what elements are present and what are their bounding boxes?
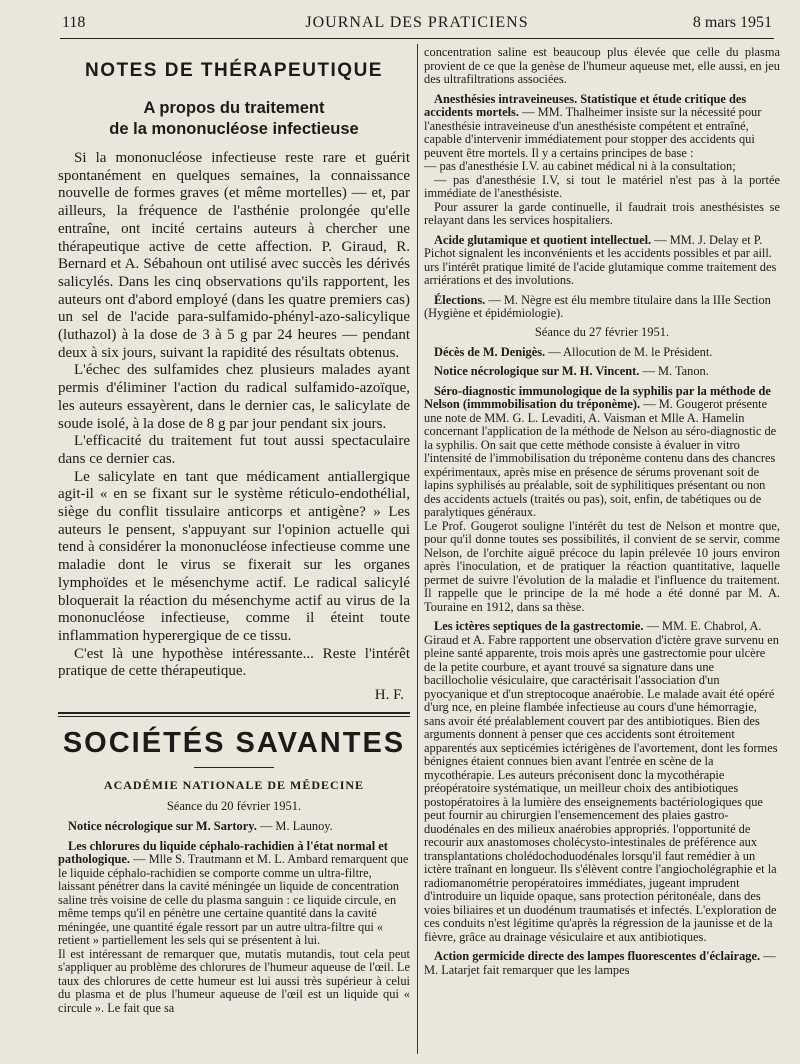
journal-title: JOURNAL DES PRATICIENS	[305, 14, 529, 31]
column-divider	[417, 44, 418, 1054]
report-heading: Anesthésies intraveineuses. Statistique et étude critique des accidents mortels.	[424, 91, 747, 119]
issue-date: 8 mars 1951	[692, 14, 772, 31]
report-text: — MM. Thalheimer insiste sur la nécessité pour l'anesthésie intraveineuse d'un anesthésiste compétent et entraîné, capable d'intervenir immédiatement pour stopper des accidents qui peuvent être mortels. Il y a certains principes de base :	[424, 105, 762, 160]
report-author: — M. Launoy.	[259, 819, 333, 834]
header-rule	[60, 38, 774, 39]
report-text: — MM. E. Chabrol, A. Giraud et A. Fabre rapportent une observation d'ictère grave survenu en pleine santé apparente, trois mois après une gastrectomie pour ulcère de la petite courbure, et ayant trouvé sa signature dans une bacillocholie vésiculaire, que caractérisait l'association d'un pyocyanique et d'un streptocoque anaérobie. Le malade avait été opéré d'urg nce, en pleine flambée infectieuse au cours d'une hémorragie, sans avoir été préalablement couvert par des antibiotiques. Bien des arguments donnent à penser que ces accidents sont étroitement apparentés aux septicémies ictérigènes de l'avortement, dont les formes bénignes étaient connues bien avant l'entrée en scène de la mycothérapie. Les auteurs préconisent donc la mycothérapie préopératoire systématique, un meilleur choix des antibiotiques postopératoires à la lumière des enseignements bactériologiques que peut fournir au chirurgien l'ensemencement des plaies gastro-duodénales en des milieux anaérobies appropriés. l'opportunité de recourir aux anastomoses cholécysto-intestinales de préférence aux transplantations cholédochoduodénales lorsqu'il faut remédier à un ictère traînant en longueur. Ils s'élèvent contre l'angiocholégraphie et la radiomanométrie peropératoires immédiates, jugeant imprudent d'introduire un liquide opaque, sans protection péritonéale, dans des voies biliaires et un duodénum traumatisés et infectés. L'exploration de ces conduits n'est légitime qu'après la régression de la jaunisse et de la fièvre, grâce au drainage vésiculaire et aux antibiotiques.	[424, 619, 779, 944]
article-paragraph: C'est là une hypothèse intéressante... Reste l'intérêt pratique de cette thérapeutique.	[58, 645, 410, 680]
report-entry	[424, 234, 780, 288]
report-heading: Acide glutamique et quotient intellectuel.	[434, 232, 652, 247]
report-entry	[424, 365, 780, 379]
report-text: — M. Latarjet fait remarquer que les lampes	[424, 949, 776, 977]
report-entry	[424, 950, 780, 977]
report-heading: Notice nécrologique sur M. Sartory.	[68, 819, 257, 834]
article-paragraph: L'efficacité du traitement fut tout aussi spectaculaire dans ce dernier cas.	[58, 433, 410, 467]
right-reports	[424, 46, 780, 977]
report-heading: Les ictères septiques de la gastrectomie.	[434, 619, 644, 633]
page-number: 118	[62, 14, 86, 31]
title-rule	[194, 767, 274, 768]
left-column	[58, 50, 410, 1058]
article-paragraph: L'échec des sulfamides chez plusieurs malades ayant permis d'éliminer l'action du radical sulfamido-azoïque, les auteurs essayèrent, dans le dernier cas, le salicylate de soude isolé, à la dose de 8 g par jour pendant six jours.	[58, 362, 410, 432]
report-text: — MM. J. Delay et P. Pichot signalent les inconvénients et les accidents possibles et par aill. urs l'intérêt pratique limité de l'acide glutamique comme traitement des arriérations et des involutions.	[424, 232, 777, 287]
article-signature: H. F.	[374, 687, 404, 704]
report-heading: Action germicide directe des lampes fluorescentes d'éclairage.	[434, 949, 761, 963]
report-paragraph: Il est intéressant de remarquer que, mutatis mutandis, tout cela peut s'appliquer au problème des chlorures de l'humeur aqueuse de l'œil. Le taux des chlorures de cette humeur est lui aussi très supérieur à celui du plasma et de plus l'humeur aqueuse de l'œil est un liquide qui « circule ». Le fait que sa	[58, 946, 410, 1015]
right-column	[424, 46, 780, 1062]
article-body	[58, 150, 410, 681]
report-text: — M. Nègre est élu membre titulaire dans la IIIe Section (Hygiène et épidémiologie).	[424, 292, 771, 320]
report-heading: Élections.	[434, 292, 486, 307]
seance-date: Séance du 27 février 1951.	[534, 324, 670, 339]
report-entry	[424, 294, 780, 321]
report-paragraph: Le Prof. Gougerot souligne l'intérêt du test de Nelson et montre que, pour qu'il donne toutes ses possibilités, il convient de se servir, comme Nelson, de l'orchite aiguë précoce du lapin prélevée 10 jours environ après l'inoculation, et de pratiquer la réaction quantitative, laquelle permet de suivre l'évolution de la maladie et l'influence du traitement. Il rappelle que le principe de la mé hode a été donné par M. A. Touraine en 1912, dans sa thèse.	[424, 518, 780, 614]
report-paragraph: — pas d'anesthésie I.V, si tout le matériel n'est pas à la portée immédiate de l'anesthésiste.	[424, 172, 780, 200]
report-text: — Allocution de M. le Président.	[548, 344, 713, 359]
report-entry	[424, 346, 780, 360]
report-heading: Séro-diagnostic immunologique de la syphilis par la méthode de Nelson (immmobilisation du tréponème).	[424, 383, 771, 411]
article-title-line-1: A propos du traitement	[143, 99, 325, 117]
report-paragraph: Pour assurer la garde continuelle, il faudrait trois anesthésistes se relayant dans les services hospitaliers.	[424, 199, 780, 227]
report-entry	[58, 820, 410, 834]
report-paragraph: concentration saline est beaucoup plus élevée que celle du plasma provient de ce que la genèse de l'humeur aqueuse met, elle aussi, en jeu des ultrafiltrations associées.	[424, 46, 780, 86]
section-divider	[58, 712, 410, 717]
left-reports	[58, 820, 410, 1015]
report-text: — Mlle S. Trautmann et M. L. Ambard remarquent que le liquide céphalo-rachidien se comporte comme un ultra-filtre, laissant pénétrer dans la cavité méningée un liquide de concentration saline très voisine de celle du plasma sanguin : ce liquide circule, en même temps qu'il en pénètre une certaine quantité dans la cavité méningée, une quantité égale ressort par un autre ultra-filtre qui « retient » partiellement les sels qui se présentent à lui.	[58, 852, 409, 948]
report-entry	[424, 620, 780, 944]
article-title	[58, 98, 410, 140]
report-paragraph: — pas d'anesthésie I.V. au cabinet médical ni à la consultation;	[424, 159, 736, 173]
report-entry	[424, 385, 780, 520]
article-paragraph: Le salicylate en tant que médicament antiallergique agit-il « en se fixant sur le système réticulo-endothélial, siège du conflit tissulaire anticorps et antigène? » Les auteurs le pensent, s'appuyant sur l'opinion actuelle qui tend à considérer la mononucléose infectieuse comme une maladie dont le virus se fixerait sur les organes lymphoïdes et le mésenchyme actif. Le radical salicylé bloquerait la réaction du mésenchyme actif au virus de la mononucléose infectieuse, comme il éteint toute inflammation hyperergique de ce tissu.	[58, 468, 410, 644]
academy-heading: ACADÉMIE NATIONALE DE MÉDECINE	[103, 778, 365, 793]
seance-date: Séance du 20 février 1951.	[166, 799, 302, 814]
report-author: — M. Tanon.	[642, 364, 709, 378]
article-title-line-2: de la mononucléose infectieuse	[109, 120, 359, 138]
report-entry	[424, 93, 780, 161]
section-title: NOTES DE THÉRAPEUTIQUE	[85, 60, 383, 81]
report-entry	[58, 840, 410, 948]
running-header	[62, 14, 772, 38]
report-heading: Les chlorures du liquide céphalo-rachidien à l'état normal et pathologique.	[58, 838, 388, 867]
article-paragraph: Si la mononucléose infectieuse reste rare et guérit spontanément en quelques semaines, la connaissance nouvelle de formes graves (et même mortelles) — et, par ailleurs, la fréquence de l'asthénie prolongée qu'elle entraîne, ont incité certains auteurs à chercher une thérapeutique active de cette affection. P. Giraud, R. Bernard et A. Sébahoun ont utilisé avec succès les dérivés salicylés. Dans les cinq observations qu'ils rapportent, les auteurs ont d'abord employé (dans les quatre premiers cas) un sel de l'acide para-sulfamido-phényl-azo-salicylique (luthazol) à la dose de 3 à 5 g par 24 heures — pendant deux à six jours, suivant la rapidité des résultats obtenus.	[58, 150, 410, 361]
report-heading: Décès de M. Denigès.	[434, 344, 546, 359]
report-heading: Notice nécrologique sur M. H. Vincent.	[434, 364, 640, 378]
societies-title: SOCIÉTÉS SAVANTES	[62, 727, 406, 760]
report-text: — M. Gougerot présente une note de MM. G. L. Levaditi, A. Vaisman et Mlle A. Hamelin concernant l'application de la méthode de Nelson au séro-diagnostic de la syphilis. On sait que cette méthode consiste à évaluer in vitro l'intensité de l'immobilisation du tréponème contenu dans des chancres expérimentaux, après mise en présence de sérums provenant soit de lapins syphilisés au préalable, soit de syphilitiques présentant ou non des accidents actuels (traités ou pas), soit, enfin, de tabétiques ou de paralytiques généraux.	[424, 397, 777, 519]
